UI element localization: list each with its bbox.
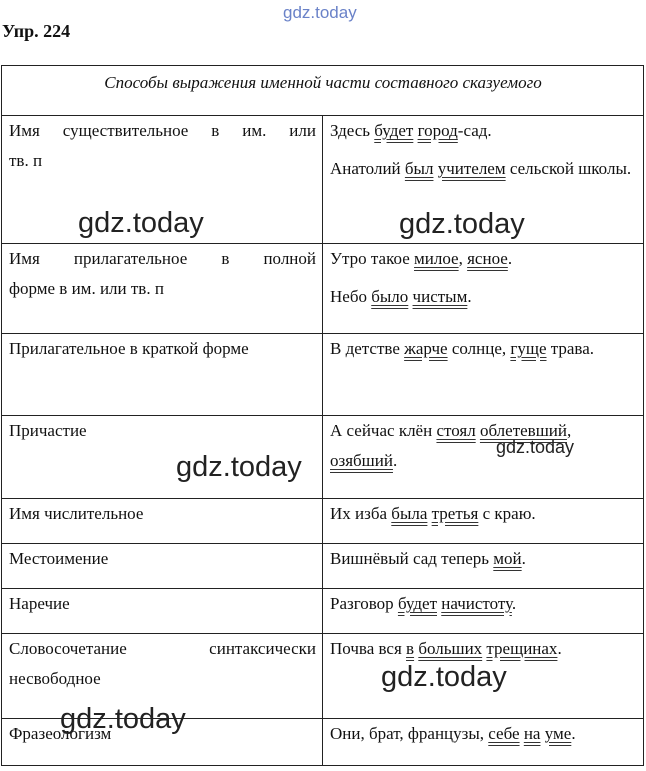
sentence-text: солнце, [447, 339, 511, 358]
method-cell [2, 499, 323, 544]
watermark: gdz.today [399, 208, 525, 240]
table-row [2, 544, 644, 589]
predicate-word: стоял [436, 421, 476, 440]
watermark: gdz.today [496, 437, 575, 457]
sentence-text: Они, брат, французы, [330, 724, 489, 743]
predicate-word: на [523, 724, 541, 743]
predicate-word: учителем [437, 159, 506, 178]
example-sentence [330, 416, 637, 476]
method-line: Имя существительное в им. или [9, 121, 316, 140]
example-sentence [330, 634, 637, 664]
method-line: Фразеологизм [9, 724, 112, 743]
predicate-word: жарче [404, 339, 448, 358]
method-cell [2, 544, 323, 589]
sentence-text: Вишнёвый сад теперь [330, 549, 494, 568]
sentence-text: . [521, 549, 526, 568]
method-line: Местоимение [9, 549, 109, 568]
method-line: Прилагательное в краткой форме [9, 339, 249, 358]
example-sentence [330, 244, 637, 274]
example-cell [323, 244, 644, 334]
watermark: gdz.today [78, 207, 204, 239]
sentence-text: сельской школы. [505, 159, 632, 178]
sentence-text: с краю. [478, 504, 536, 523]
method-line: Имя числительное [9, 504, 144, 523]
watermark: gdz.today [381, 661, 507, 693]
sentence-text: Здесь [330, 121, 375, 140]
sentence-text: . [392, 451, 398, 470]
predicate-word: был [404, 159, 434, 178]
example-cell [323, 589, 644, 634]
exercise-title: Упр. 224 [2, 21, 71, 41]
method-line: несвободное [9, 669, 101, 688]
predicate-word: трещинах [486, 639, 558, 658]
sentence-text: трава. [546, 339, 595, 358]
sentence-text: -сад. [457, 121, 492, 140]
method-line: форме в им. или тв. п [9, 279, 164, 298]
sentence-text: А сейчас клён [330, 421, 437, 440]
example-sentence [330, 499, 637, 529]
table-header-row [2, 66, 644, 116]
predicate-table [1, 65, 644, 766]
example-sentence [330, 719, 637, 749]
sentence-text: Небо [330, 287, 372, 306]
predicate-word: озябший [330, 451, 393, 470]
predicate-word: была [391, 504, 428, 523]
example-cell [323, 544, 644, 589]
example-cell [323, 334, 644, 416]
table-row [2, 244, 644, 334]
predicate-word: будет [374, 121, 414, 140]
sentence-text: Разговор [330, 594, 398, 613]
sentence-text: , [458, 249, 468, 268]
predicate-word: больших [418, 639, 483, 658]
method-line: тв. п [9, 151, 43, 170]
example-sentence [330, 544, 637, 574]
sentence-text: Их изба [330, 504, 392, 523]
sentence-text: . [557, 639, 562, 658]
predicate-word: чистым [412, 287, 468, 306]
predicate-word: себе [488, 724, 520, 743]
predicate-word: ясное [467, 249, 508, 268]
table-row [2, 499, 644, 544]
predicate-word: город [417, 121, 458, 140]
predicate-word: облетевший [479, 421, 567, 440]
predicate-word: третья [431, 504, 479, 523]
example-sentence [330, 334, 637, 364]
predicate-word: мой [493, 549, 522, 568]
predicate-word: в [406, 639, 415, 658]
sentence-text: . [507, 249, 513, 268]
predicate-word: гуще [510, 339, 547, 358]
example-sentence [330, 154, 637, 184]
method-line: Словосочетание синтаксически [9, 639, 316, 658]
method-cell [2, 334, 323, 416]
method-line: Имя прилагательное в полной [9, 249, 316, 268]
table-row [2, 334, 644, 416]
sentence-text: . [467, 287, 472, 306]
table-header: Способы выражения именной части составного сказуемого [2, 66, 644, 116]
example-sentence [330, 282, 637, 312]
example-sentence [330, 589, 637, 619]
predicate-word: уме [544, 724, 572, 743]
example-cell [323, 499, 644, 544]
method-cell [2, 244, 323, 334]
sentence-text: Утро такое [330, 249, 415, 268]
example-cell [323, 719, 644, 766]
sentence-text: Анатолий [330, 159, 405, 178]
example-cell [323, 416, 644, 499]
predicate-word: начистоту [441, 594, 512, 613]
sentence-text: В детстве [330, 339, 405, 358]
predicate-word: милое [414, 249, 459, 268]
sentence-text: . [511, 594, 517, 613]
predicate-word: было [371, 287, 409, 306]
watermark: gdz.today [60, 703, 186, 735]
predicate-word: будет [397, 594, 437, 613]
watermark: gdz.today [176, 451, 302, 483]
method-line: Причастие [9, 421, 87, 440]
sentence-text: , [566, 421, 572, 440]
method-cell [2, 589, 323, 634]
example-sentence [330, 116, 637, 146]
top-watermark: gdz.today [283, 3, 357, 22]
method-line: Наречие [9, 594, 70, 613]
sentence-text: Почва вся [330, 639, 407, 658]
sentence-text: . [571, 724, 576, 743]
table-row [2, 589, 644, 634]
